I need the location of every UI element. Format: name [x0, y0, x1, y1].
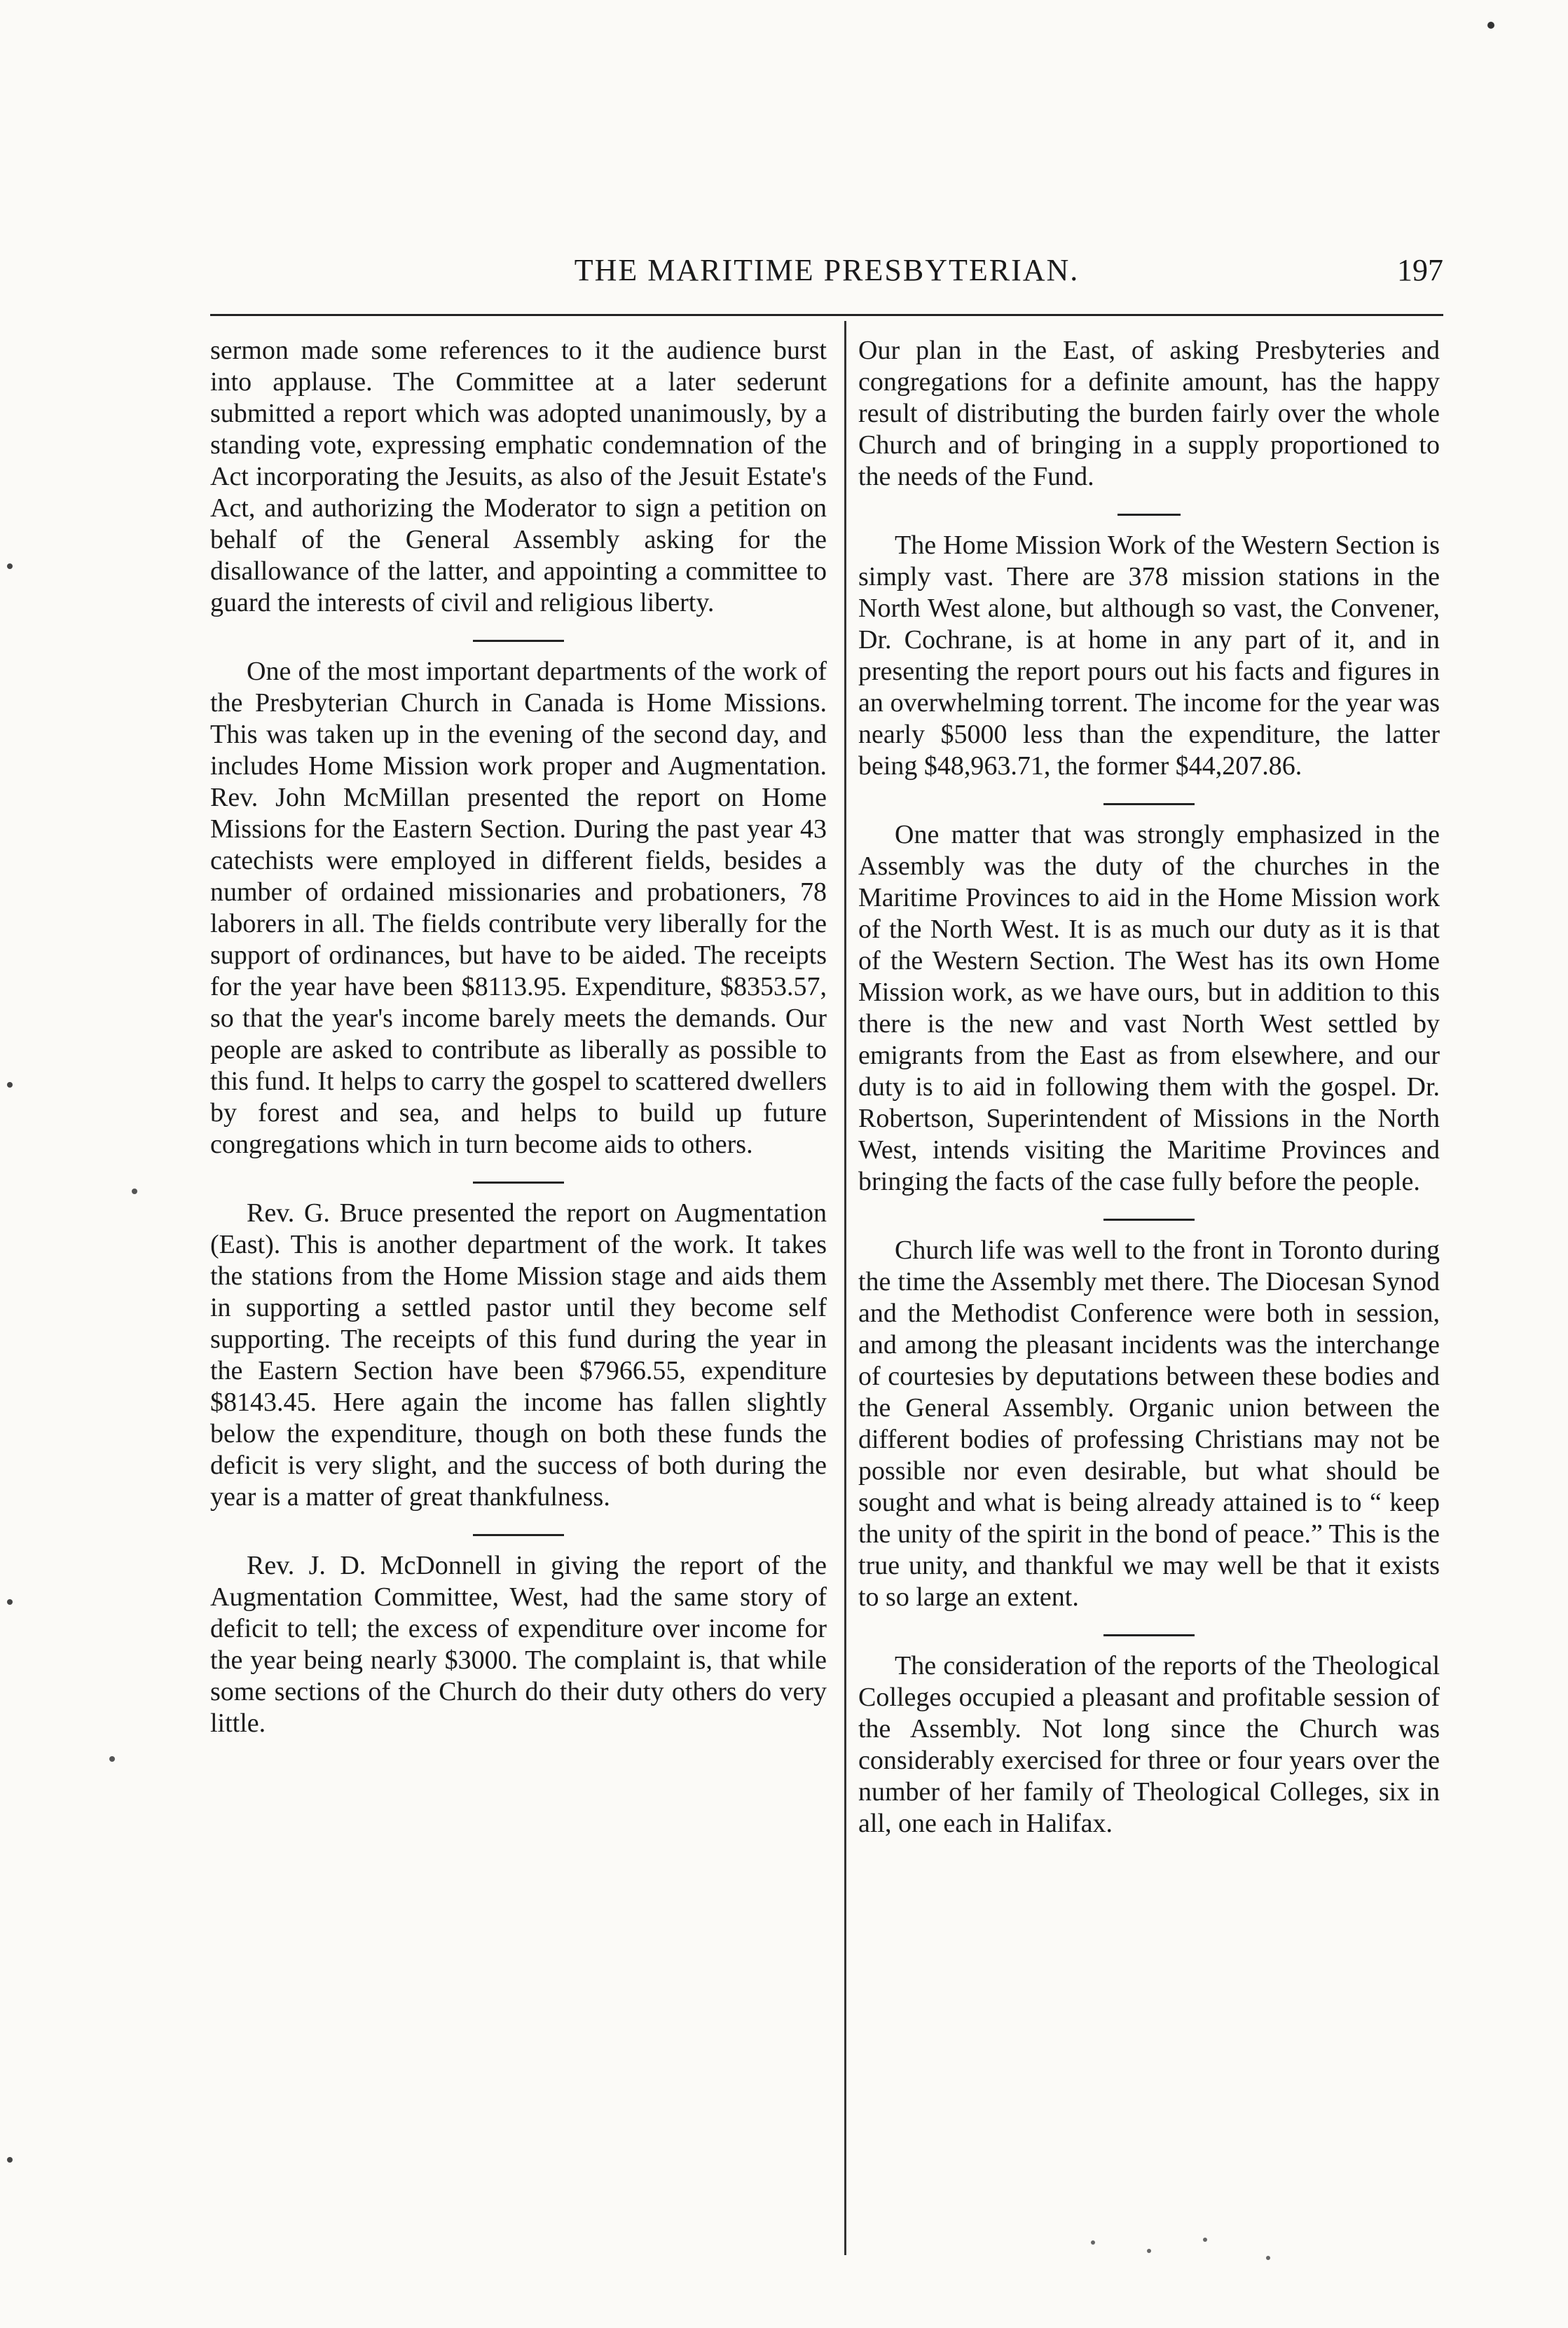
- paragraph-home-missions: One of the most important departments of the work of the Presbyterian Church in Canada is Home Missions. This was taken up in the evening of the second day, and includes Home Mission work proper and Augmentation. Rev. John McMillan presented the report on Home Missions for the Eastern Section. During the past year 43 catechists were employed in different fields, besides a number of ordained missionaries and probationers, 78 laborers in all. The fields contribute very liberally for the support of ordinances, but have to be aided. The receipts for the year have been $8113.95. Expenditure, $8353.57, so that the year's income barely meets the demands. Our people are asked to contribute as liberally as possible to this fund. It helps to carry the gospel to scattered dwellers by forest and sea, and helps to build up future congregations which in turn become aids to others.: [210, 657, 827, 1159]
- paragraph-maritime-duty: One matter that was strongly emphasized in the Assembly was the duty of the churches in the Maritime Provinces to aid in the Home Mission work of the North West. It is as much our duty as it is that of the Western Section. The West has its own Home Mission work, as we have ours, but in addition to this there is the new and vast North West settled by emigrants from the East as from elsewhere, and our duty is to aid in following them with the gospel. Dr. Robertson, Superintendent of Missions in the North West, intends visiting the Maritime Provinces and bringing the facts of the case fully before the people.: [858, 820, 1440, 1196]
- paragraph-plan-east: Our plan in the East, of asking Presbyteries and congregations for a definite amount, has the happy result of distributing the burden fairly over the whole Church and of bringing in a supply proportioned to the needs of the Fund.: [858, 336, 1440, 491]
- section-separator: [473, 640, 564, 642]
- section-separator: [1117, 514, 1181, 516]
- column-divider: [844, 321, 846, 2255]
- header-rule: [210, 314, 1443, 316]
- section-separator: [473, 1534, 564, 1536]
- paragraph-jesuits-act: sermon made some references to it the audience burst into applause. The Committee at a later sederunt submitted a report which was adopted unanimously, by a standing vote, expressing emphatic condemnation of the Act incorporating the Jesuits, as also of the Jesuit Estate's Act, and authorizing the Moderator to sign a petition on behalf of the General Assembly asking for the disallowance of the latter, and appointing a committee to guard the interests of civil and religious liberty.: [210, 336, 827, 617]
- section-separator: [473, 1182, 564, 1184]
- left-column: [210, 335, 827, 1739]
- paragraph-church-life: Church life was well to the front in Toronto during the time the Assembly met there. The Diocesan Synod and the Methodist Conference were both in session, and among the pleasant incidents was the interchange of courtesies by deputations between these bodies and the General Assembly. Organic union between the different bodies of professing Christians may not be possible nor even desirable, but what should be sought and what is being already attained is to “ keep the unity of the spirit in the bond of peace.” This is the true unity, and thankful we may well be that it exists to so large an extent.: [858, 1235, 1440, 1612]
- right-column: [858, 335, 1440, 1840]
- paragraph-theological-colleges: The consideration of the reports of the Theological Colleges occupied a pleasant and profitable session of the Assembly. Not long since the Church was considerably exercised for three or four years over the number of her family of Theological Colleges, six in all, one each in Halifax.: [858, 1651, 1440, 1838]
- paragraph-home-mission-west: The Home Mission Work of the Western Section is simply vast. There are 378 mission stations in the North West alone, but although so vast, the Convener, Dr. Cochrane, is at home in any part of it, and in presenting the report pours out his facts and figures in an overwhelming torrent. The income for the year was nearly $5000 less than the expenditure, the latter being $48,963.71, the former $44,207.86.: [858, 530, 1440, 781]
- section-separator: [1103, 803, 1195, 805]
- page-number: 197: [1397, 253, 1443, 287]
- running-title: THE MARITIME PRESBYTERIAN.: [574, 253, 1080, 287]
- paragraph-augmentation-west: Rev. J. D. McDonnell in giving the report of the Augmentation Committee, West, had the same story of deficit to tell; the excess of expenditure over income for the year being nearly $3000. The complaint is, that while some sections of the Church do their duty others do very little.: [210, 1551, 827, 1738]
- section-separator: [1103, 1219, 1195, 1221]
- page-header: [210, 252, 1443, 301]
- section-separator: [1103, 1634, 1195, 1636]
- paragraph-augmentation-east: Rev. G. Bruce presented the report on Augmentation (East). This is another department of the work. It takes the stations from the Home Mission stage and aids them in supporting a settled pastor until they become self supporting. The receipts of this fund during the year in the Eastern Section have been $7966.55, expenditure $8143.45. Here again the income has fallen slightly below the expenditure, though on both these funds the deficit is very slight, and the success of both during the year is a matter of great thankfulness.: [210, 1198, 827, 1512]
